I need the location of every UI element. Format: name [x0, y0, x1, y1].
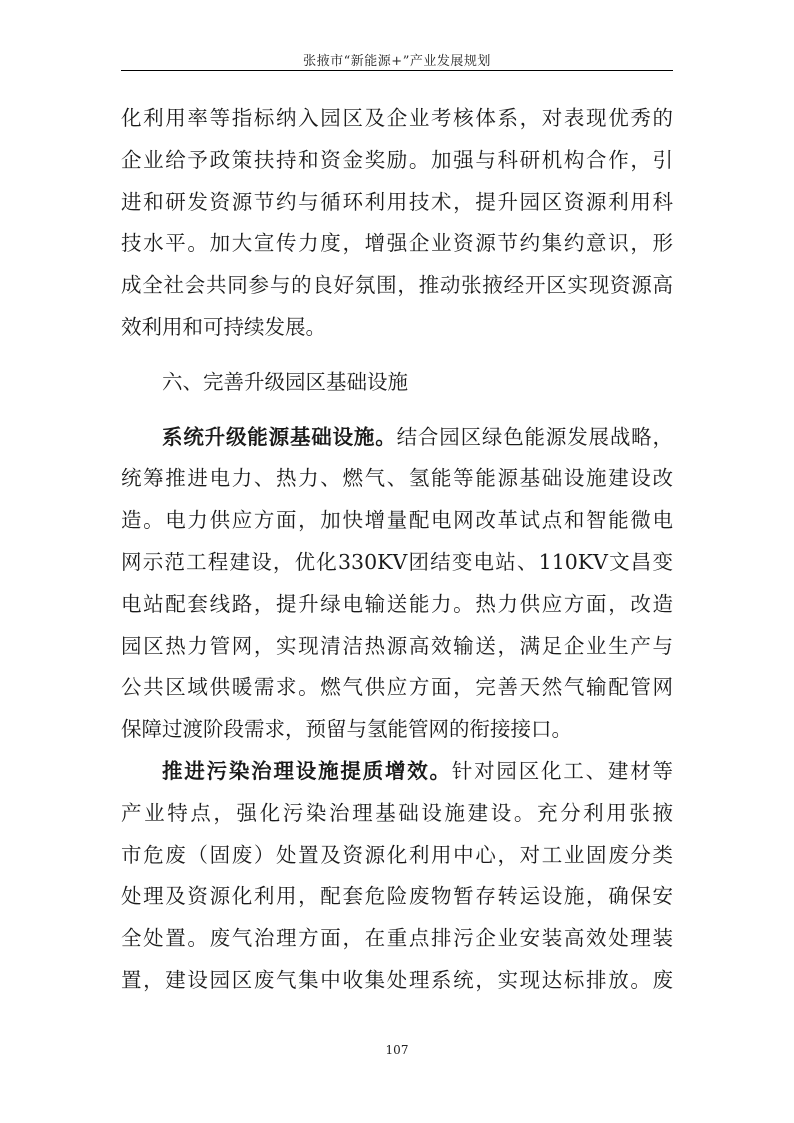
text-line: 企业给予政策扶持和资金奖励。加强与科研机构合作，引 [121, 147, 673, 172]
text-line: 成全社会共同参与的良好氛围，推动张掖经开区实现资源高 [121, 273, 673, 298]
text-run: 结合园区绿色能源发展战略， [396, 424, 673, 449]
text-line: 园区热力管网，实现清洁热源高效输送，满足企业生产与 [121, 633, 673, 658]
text-line: 进和研发资源节约与循环利用技术，提升园区资源利用科 [121, 189, 673, 214]
section-heading: 六、完善升级园区基础设施 [162, 369, 408, 394]
text-line: 公共区域供暖需求。燃气供应方面，完善天然气输配管网 [121, 675, 673, 700]
text-line: 置，建设园区废气集中收集处理系统，实现达标排放。废 [121, 967, 673, 992]
paragraph-resource-efficiency [121, 98, 673, 349]
header-divider [121, 70, 673, 71]
text-line: 化利用率等指标纳入园区及企业考核体系，对表现优秀的 [121, 106, 673, 130]
text-line: 市危废（固废）处置及资源化利用中心，对工业固废分类 [121, 842, 673, 867]
text-line [121, 751, 673, 793]
text-run: 针对园区化工、建材等 [451, 758, 673, 783]
text-line: 产业特点，强化污染治理基础设施建设。充分利用张掖 [121, 800, 673, 825]
paragraph-energy-infrastructure [121, 417, 673, 751]
document-body [121, 98, 673, 1002]
bold-lead: 系统升级能源基础设施。 [162, 424, 397, 449]
spacer [121, 349, 673, 362]
paragraph-pollution-control [121, 751, 673, 1002]
page-number: 107 [385, 1043, 409, 1057]
text-line: 全处置。废气治理方面，在重点排污企业安装高效处理装 [121, 926, 673, 951]
bold-lead: 推进污染治理设施提质增效。 [162, 758, 452, 783]
text-line: 保障过渡阶段需求，预留与氢能管网的衔接接口。 [121, 717, 572, 742]
text-line: 效利用和可持续发展。 [121, 314, 326, 339]
text-line: 造。电力供应方面，加快增量配电网改革试点和智能微电 [121, 508, 673, 533]
text-line: 统筹推进电力、热力、燃气、氢能等能源基础设施建设改 [121, 466, 673, 491]
spacer [121, 404, 673, 417]
text-line: 电站配套线路，提升绿电输送能力。热力供应方面，改造 [121, 591, 673, 616]
running-header: 张掖市“新能源+”产业发展规划 [303, 54, 491, 69]
text-line [121, 417, 673, 459]
text-line: 技水平。加大宣传力度，增强企业资源节约集约意识，形 [121, 231, 673, 256]
text-line: 处理及资源化利用，配套危险废物暂存转运设施，确保安 [121, 884, 673, 909]
text-line: 网示范工程建设，优化330KV团结变电站、110KV文昌变 [121, 549, 673, 574]
